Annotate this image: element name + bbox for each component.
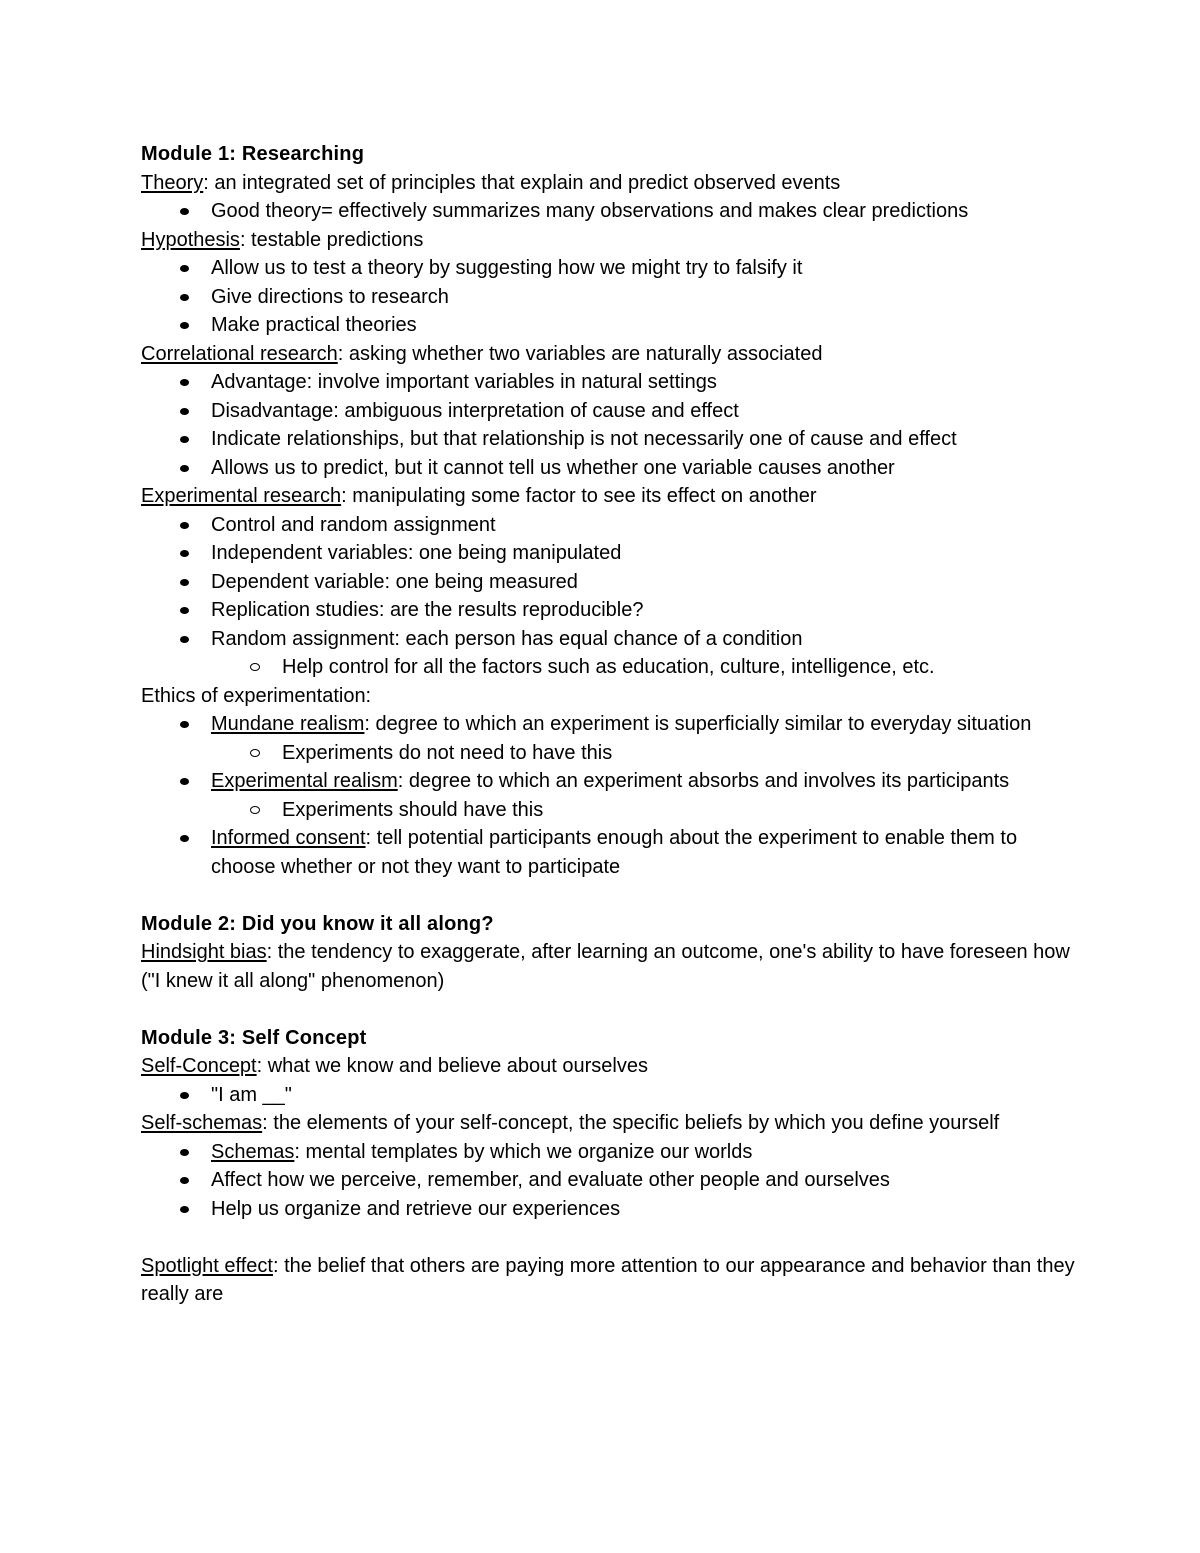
module-2-heading: Module 2: Did you know it all along? — [141, 912, 494, 935]
theory-term: Theory — [141, 171, 204, 194]
correlational-term: Correlational research — [141, 342, 338, 365]
list-item: Make practical theories — [141, 311, 1081, 340]
experimental-realism-text: : degree to which an experiment absorbs and involves its participants — [397, 770, 1010, 792]
list-item: Random assignment: each person has equal chance of a condition — [141, 625, 1081, 654]
sub-list-item: Experiments should have this — [141, 796, 1081, 825]
hindsight-term: Hindsight bias — [141, 941, 267, 963]
schemas-text: : mental templates by which we organize our worlds — [294, 1140, 753, 1163]
correlational-text: : asking whether two variables are naturally associated — [337, 342, 823, 365]
self-concept-definition — [141, 1052, 1081, 1081]
experimental-definition — [141, 482, 1081, 511]
informed-consent-term: Informed consent — [211, 827, 366, 849]
sub-list-item: Help control for all the factors such as education, culture, intelligence, etc. — [141, 653, 1081, 682]
list-item-mundane-realism — [141, 710, 1081, 739]
list-item: Independent variables: one being manipulated — [141, 539, 1081, 568]
spotlight-definition — [141, 1252, 1081, 1309]
list-item: Good theory= effectively summarizes many observations and makes clear predictions — [141, 197, 1081, 226]
experimental-text: : manipulating some factor to see its effect on another — [341, 485, 817, 507]
mundane-realism-text: : degree to which an experiment is superficially similar to everyday situation — [364, 713, 1032, 735]
theory-text: : an integrated set of principles that explain and predict observed events — [203, 171, 841, 194]
experimental-term: Experimental research — [141, 485, 342, 507]
list-item: "I am __" — [141, 1081, 1081, 1110]
list-item: Give directions to research — [141, 283, 1081, 312]
document-body — [141, 140, 1081, 1309]
self-schemas-text: : the elements of your self-concept, the specific beliefs by which you define yourself — [262, 1112, 1000, 1134]
list-item: Replication studies: are the results reproducible? — [141, 596, 1081, 625]
ethics-label: Ethics of experimentation: — [141, 684, 372, 707]
spotlight-term: Spotlight effect — [141, 1254, 273, 1277]
list-item: Disadvantage: ambiguous interpretation of cause and effect — [141, 397, 1081, 426]
list-item: Allow us to test a theory by suggesting how we might try to falsify it — [141, 254, 1081, 283]
list-item: Help us organize and retrieve our experiences — [141, 1195, 1081, 1224]
list-item-experimental-realism — [141, 767, 1081, 796]
list-item-informed-consent — [141, 824, 1081, 881]
spacer — [141, 995, 1081, 1024]
list-item: Dependent variable: one being measured — [141, 568, 1081, 597]
list-item-schemas — [141, 1138, 1081, 1167]
module-3-heading: Module 3: Self Concept — [141, 1026, 367, 1049]
hypothesis-text: : testable predictions — [239, 228, 424, 251]
list-item: Indicate relationships, but that relationship is not necessarily one of cause and effect — [141, 425, 1081, 454]
list-item: Control and random assignment — [141, 511, 1081, 540]
correlational-definition — [141, 340, 1081, 369]
hindsight-text: : the tendency to exaggerate, after learning an outcome, one's ability to have foreseen how ("I knew it all along" phenomenon) — [141, 941, 1070, 992]
self-schemas-definition — [141, 1109, 1081, 1138]
spacer — [141, 1223, 1081, 1252]
sub-list-item: Experiments do not need to have this — [141, 739, 1081, 768]
self-schemas-term: Self-schemas — [141, 1112, 263, 1134]
theory-definition — [141, 169, 1081, 198]
informed-consent-text: : tell potential participants enough about the experiment to enable them to choose whether or not they want to participate — [211, 827, 1018, 878]
spotlight-text: : the belief that others are paying more attention to our appearance and behavior than they really are — [141, 1254, 1075, 1305]
schemas-term: Schemas — [211, 1140, 295, 1163]
hypothesis-definition — [141, 226, 1081, 255]
self-concept-term: Self-Concept — [141, 1055, 257, 1077]
list-item: Advantage: involve important variables in natural settings — [141, 368, 1081, 397]
hindsight-definition — [141, 938, 1081, 995]
hypothesis-term: Hypothesis — [141, 228, 240, 251]
list-item: Affect how we perceive, remember, and evaluate other people and ourselves — [141, 1166, 1081, 1195]
list-item: Allows us to predict, but it cannot tell us whether one variable causes another — [141, 454, 1081, 483]
mundane-realism-term: Mundane realism — [211, 713, 365, 735]
spacer — [141, 881, 1081, 910]
module-1-heading: Module 1: Researching — [141, 143, 365, 165]
experimental-realism-term: Experimental realism — [211, 770, 398, 792]
self-concept-text: : what we know and believe about ourselves — [256, 1055, 648, 1077]
